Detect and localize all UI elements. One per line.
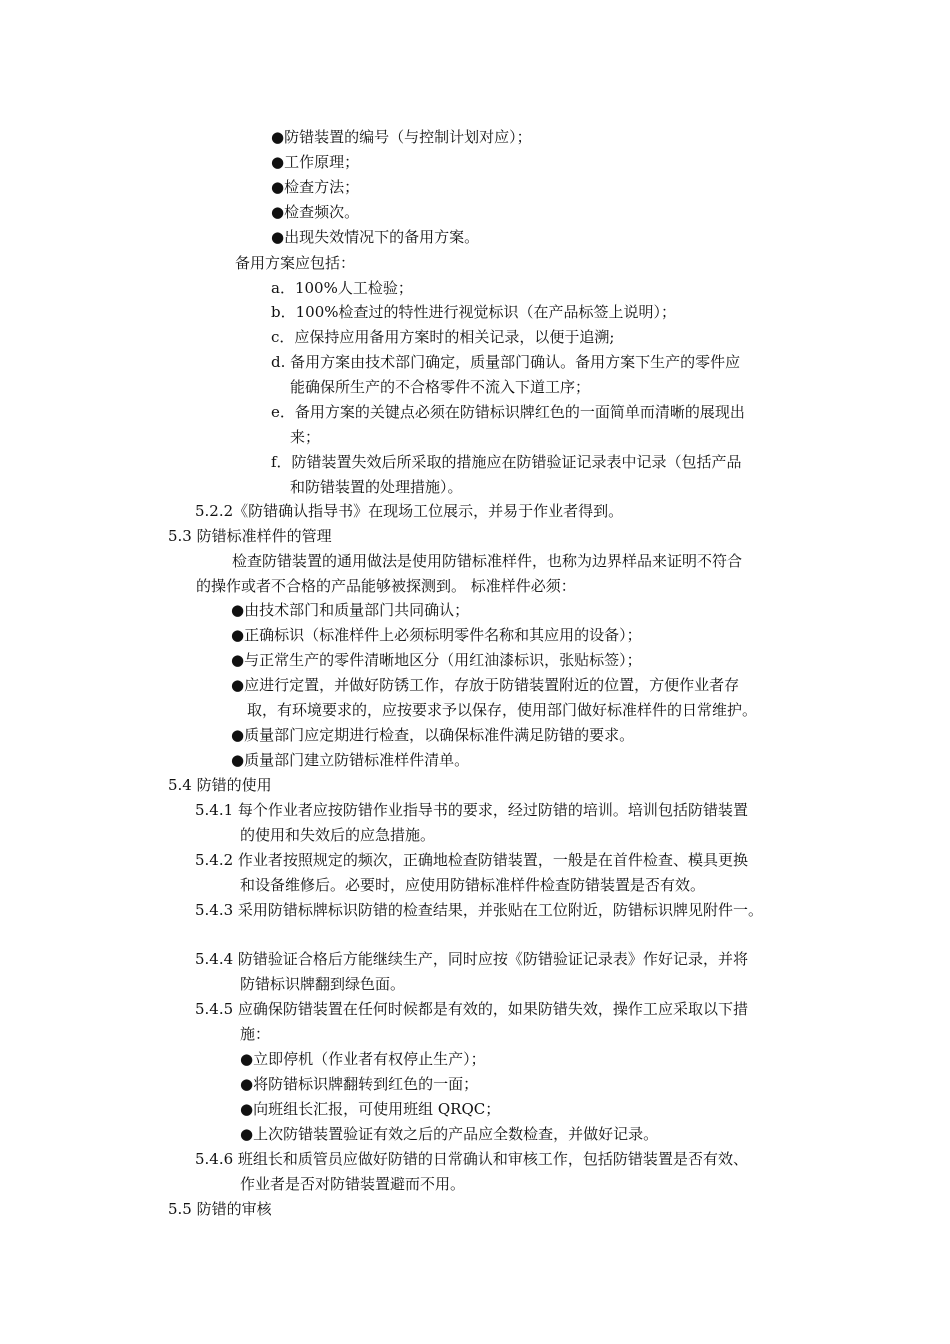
bullet-line: ●立即停机（作业者有权停止生产）；	[240, 1050, 486, 1068]
bullet-line: ●向班组长汇报，可使用班组 QRQC；	[240, 1100, 501, 1118]
clause-5-4-5-cont: 施：	[240, 1025, 271, 1043]
list-item-e-cont: 来；	[290, 428, 321, 446]
clause-5-4-4-cont: 防错标识牌翻到绿色面。	[240, 975, 406, 993]
bullet-line: ●上次防错装置验证有效之后的产品应全数检查，并做好记录。	[240, 1125, 659, 1143]
bullet-line: ●应进行定置，并做好防锈工作，存放于防错装置附近的位置，方便作业者存	[231, 676, 740, 694]
section-heading-5-5: 5.5 防错的审核	[168, 1200, 272, 1218]
list-item-c: c．应保持应用备用方案时的相关记录，以便于追溯;	[271, 328, 615, 346]
bullet-line: ●检查方法；	[271, 178, 360, 196]
bullet-line: ●检查频次。	[271, 203, 360, 221]
bullet-line: ●由技术部门和质量部门共同确认；	[231, 601, 470, 619]
bullet-line: ●正确标识（标准样件上必须标明零件名称和其应用的设备）；	[231, 626, 642, 644]
paragraph-line: 的操作或者不合格的产品能够被探测到。 标准样件必须：	[196, 577, 576, 595]
list-item-d-cont: 能确保所生产的不合格零件不流入下道工序；	[290, 378, 591, 396]
clause-5-4-6: 5.4.6 班组长和质管员应做好防错的日常确认和审核工作，包括防错装置是否有效、	[195, 1150, 748, 1168]
clause-5-4-1-cont: 的使用和失效后的应急措施。	[240, 826, 436, 844]
clause-5-4-2: 5.4.2 作业者按照规定的频次，正确地检查防错装置，一般是在首件检查、模具更换	[195, 851, 748, 869]
bullet-line-cont: 取，有环境要求的，应按要求予以保存，使用部门做好标准样件的日常维护。	[247, 701, 758, 719]
clause-5-4-6-cont: 作业者是否对防错装置避而不用。	[240, 1175, 466, 1193]
bullet-line: ●出现失效情况下的备用方案。	[271, 228, 480, 246]
clause-5-4-4: 5.4.4 防错验证合格后方能继续生产，同时应按《防错验证记录表》作好记录，并将	[195, 950, 748, 968]
list-item-b: b．100%检查过的特性进行视觉标识（在产品标签上说明）；	[271, 303, 676, 321]
section-heading-5-3: 5.3 防错标准样件的管理	[168, 527, 332, 545]
bullet-line: ●将防错标识牌翻转到红色的一面；	[240, 1075, 479, 1093]
bullet-line: ●质量部门应定期进行检查，以确保标准件满足防错的要求。	[231, 726, 635, 744]
list-item-d: d. 备用方案由技术部门确定，质量部门确认。备用方案下生产的零件应	[271, 353, 741, 371]
clause-5-4-1: 5.4.1 每个作业者应按防错作业指导书的要求，经过防错的培训。培训包括防错装置	[195, 801, 748, 819]
list-item-f-cont: 和防错装置的处理措施）。	[290, 478, 463, 496]
paragraph-line: 检查防错装置的通用做法是使用防错标准样件，也称为边界样品来证明不符合	[232, 552, 743, 570]
clause-5-4-5: 5.4.5 应确保防错装置在任何时候都是有效的，如果防错失效，操作工应采取以下措	[195, 1000, 748, 1018]
paragraph-line: 备用方案应包括：	[235, 254, 356, 272]
bullet-line: ●与正常生产的零件清晰地区分（用红油漆标识，张贴标签）；	[231, 651, 642, 669]
list-item-e: e．备用方案的关键点必须在防错标识牌红色的一面简单而清晰的展现出	[271, 403, 745, 421]
section-heading-5-4: 5.4 防错的使用	[168, 776, 272, 794]
clause-5-2-2: 5.2.2《防错确认指导书》在现场工位展示，并易于作业者得到。	[195, 502, 624, 520]
bullet-line: ●工作原理；	[271, 153, 360, 171]
clause-5-4-3: 5.4.3 采用防错标牌标识防错的检查结果，并张贴在工位附近，防错标识牌见附件一。	[195, 901, 763, 919]
bullet-line: ●防错装置的编号（与控制计划对应）；	[271, 128, 532, 146]
list-item-a: a．100%人工检验；	[271, 279, 413, 297]
clause-5-4-2-cont: 和设备维修后。必要时，应使用防错标准样件检查防错装置是否有效。	[240, 876, 706, 894]
bullet-line: ●质量部门建立防错标准样件清单。	[231, 751, 470, 769]
list-item-f: f．防错装置失效后所采取的措施应在防错验证记录表中记录（包括产品	[271, 453, 742, 471]
